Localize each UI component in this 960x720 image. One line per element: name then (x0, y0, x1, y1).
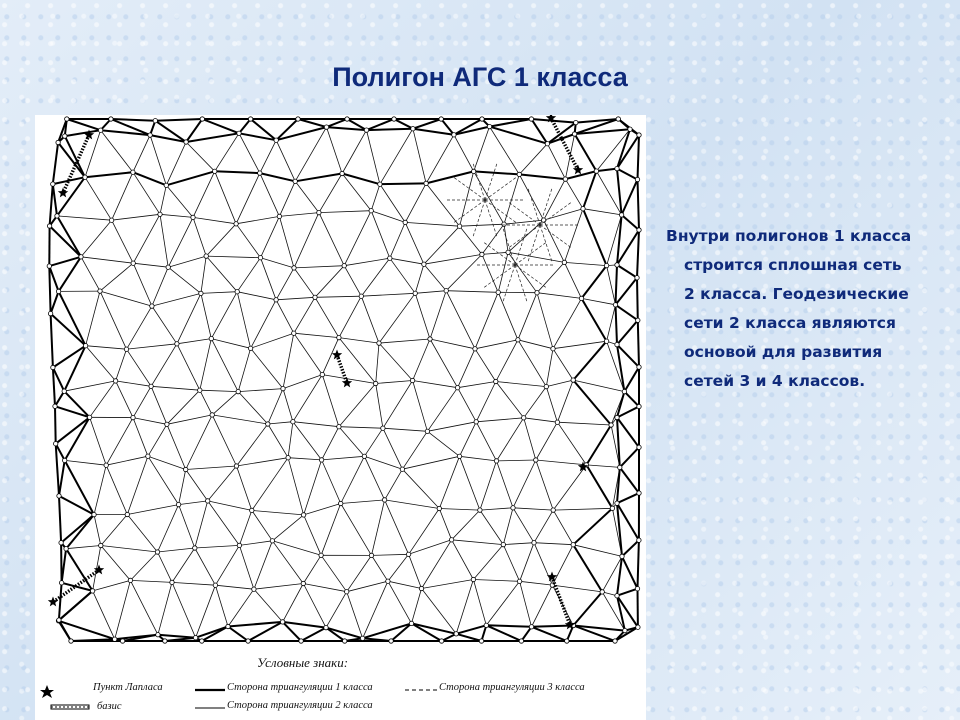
legend-star-icon (40, 685, 54, 698)
description-line: сетей 3 и 4 классов. (684, 372, 866, 390)
description-line: строится сплошная сеть (684, 256, 902, 274)
slide-title: Полигон АГС 1 класса (332, 62, 628, 92)
legend-class2-label: Сторона триангуляции 2 класса (227, 700, 373, 711)
legend-title: Условные знаки: (257, 655, 349, 670)
description-line: сети 2 класса являются (684, 314, 896, 332)
laplace-star-icon (48, 597, 58, 607)
legend-laplace-label: Пункт Лапласа (93, 682, 163, 693)
triangulation-map (35, 115, 646, 720)
laplace-star-icon (573, 165, 583, 175)
class1-network (49, 119, 639, 641)
network-points (47, 117, 641, 643)
legend-basis-label: базис (97, 701, 122, 712)
description-text (666, 222, 951, 396)
laplace-star-icon (547, 572, 557, 582)
legend-class1-label: Сторона триангуляции 1 класса (227, 682, 373, 693)
laplace-star-icon (332, 350, 342, 360)
legend-basis-icon (51, 705, 89, 709)
description-line: Внутри полигонов 1 класса (666, 227, 912, 245)
description-line: 2 класса. Геодезические (684, 285, 909, 303)
class2-network (57, 127, 630, 640)
basis-center (337, 355, 347, 383)
laplace-star-icon (94, 565, 104, 575)
basis-top-right (551, 118, 578, 170)
description-line: основой для развития (684, 343, 883, 361)
legend-class3-label: Сторона триангуляции 3 класса (439, 682, 585, 693)
class3-network (445, 162, 580, 303)
triangulation-network (35, 115, 646, 645)
